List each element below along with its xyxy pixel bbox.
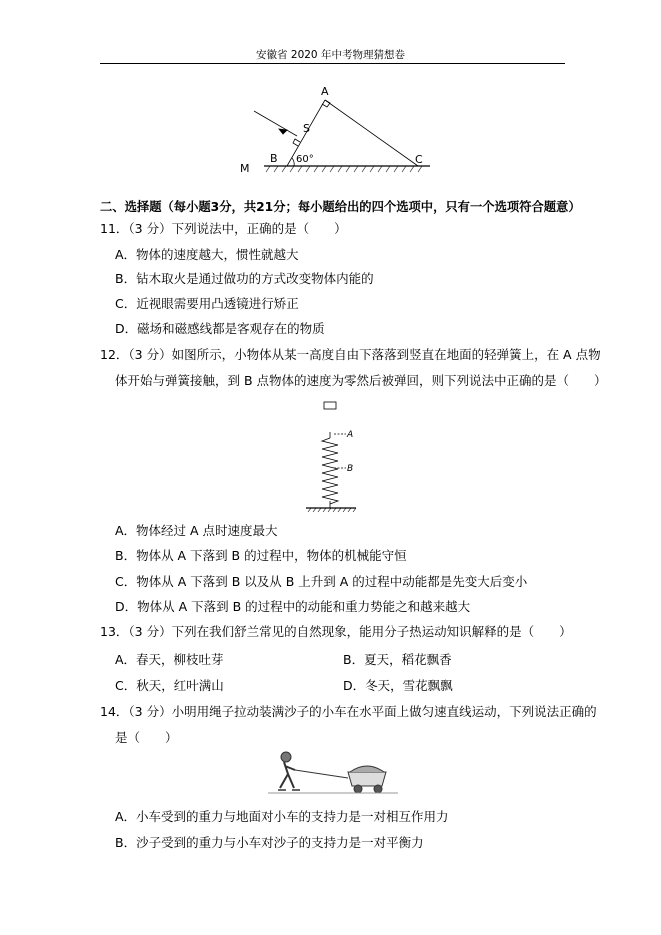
label-b: B [270,152,278,165]
q11-option-b: B．钻木取火是通过做功的方式改变物体内能的 [115,271,374,286]
spring-label-a: A [347,430,354,440]
q12-option-c: C．物体从 A 下落到 B 以及从 B 上升到 A 的过程中动能都是先变大后变小 [115,574,528,589]
q14-option-b: B．沙子受到的重力与小车对沙子的支持力是一对平衡力 [115,835,424,850]
page-header: 安徽省 2020 年中考物理猜想卷 [256,49,405,61]
q13-option-c: C．秋天，红叶满山 [115,678,224,693]
q11-option-c: C．近视眼需要用凸透镜进行矫正 [115,296,299,311]
q11-stem: 11．（3 分）下列说法中，正确的是（ ） [100,221,347,236]
q13-option-a: A．春天，柳枝吐芽 [115,652,224,667]
q13-option-b: B．夏天，稻花飘香 [343,652,452,667]
label-a: A [321,85,329,98]
label-m: M [240,162,250,175]
q12-option-d: D．物体从 A 下落到 B 的过程中的动能和重力势能之和越来越大 [115,599,471,614]
q12-option-a: A．物体经过 A 点时速度最大 [115,523,278,538]
spring-diagram [300,398,360,516]
label-s: S [303,122,310,135]
header-rule [100,63,565,64]
q12-stem-line2: 体开始与弹簧接触，到 B 点物体的速度为零然后被弹回，则下列说法中正确的是（ ） [115,373,607,388]
prism-diagram [230,80,430,180]
label-c: C [415,153,423,166]
q14-stem-line2: 是（ ） [115,730,178,745]
q11-option-a: A．物体的速度越大，惯性就越大 [115,247,299,262]
q13-stem: 13．（3 分）下列在我们舒兰常见的自然现象，能用分子热运动知识解释的是（ ） [100,624,572,639]
q14-stem-line1: 14．（3 分）小明用绳子拉动装满沙子的小车在水平面上做匀速直线运动，下列说法正确的 [100,704,597,719]
cart-illustration [268,750,398,795]
section-heading: 二、选择题（每小题3分，共21分；每小题给出的四个选项中，只有一个选项符合题意） [100,200,581,214]
q11-option-d: D．磁场和磁感线都是客观存在的物质 [115,321,325,336]
label-angle: 60° [296,154,314,165]
spring-label-b: B [347,464,354,474]
q13-option-d: D．冬天，雪花飘飘 [343,678,453,693]
q12-stem-line1: 12．（3 分）如图所示，小物体从某一高度自由下落落到竖直在地面的轻弹簧上，在 A 点物 [100,347,601,362]
q14-option-a: A．小车受到的重力与地面对小车的支持力是一对相互作用力 [115,809,449,824]
hatch [266,166,422,172]
q12-option-b: B．物体从 A 下落到 B 的过程中，物体的机械能守恒 [115,548,407,563]
